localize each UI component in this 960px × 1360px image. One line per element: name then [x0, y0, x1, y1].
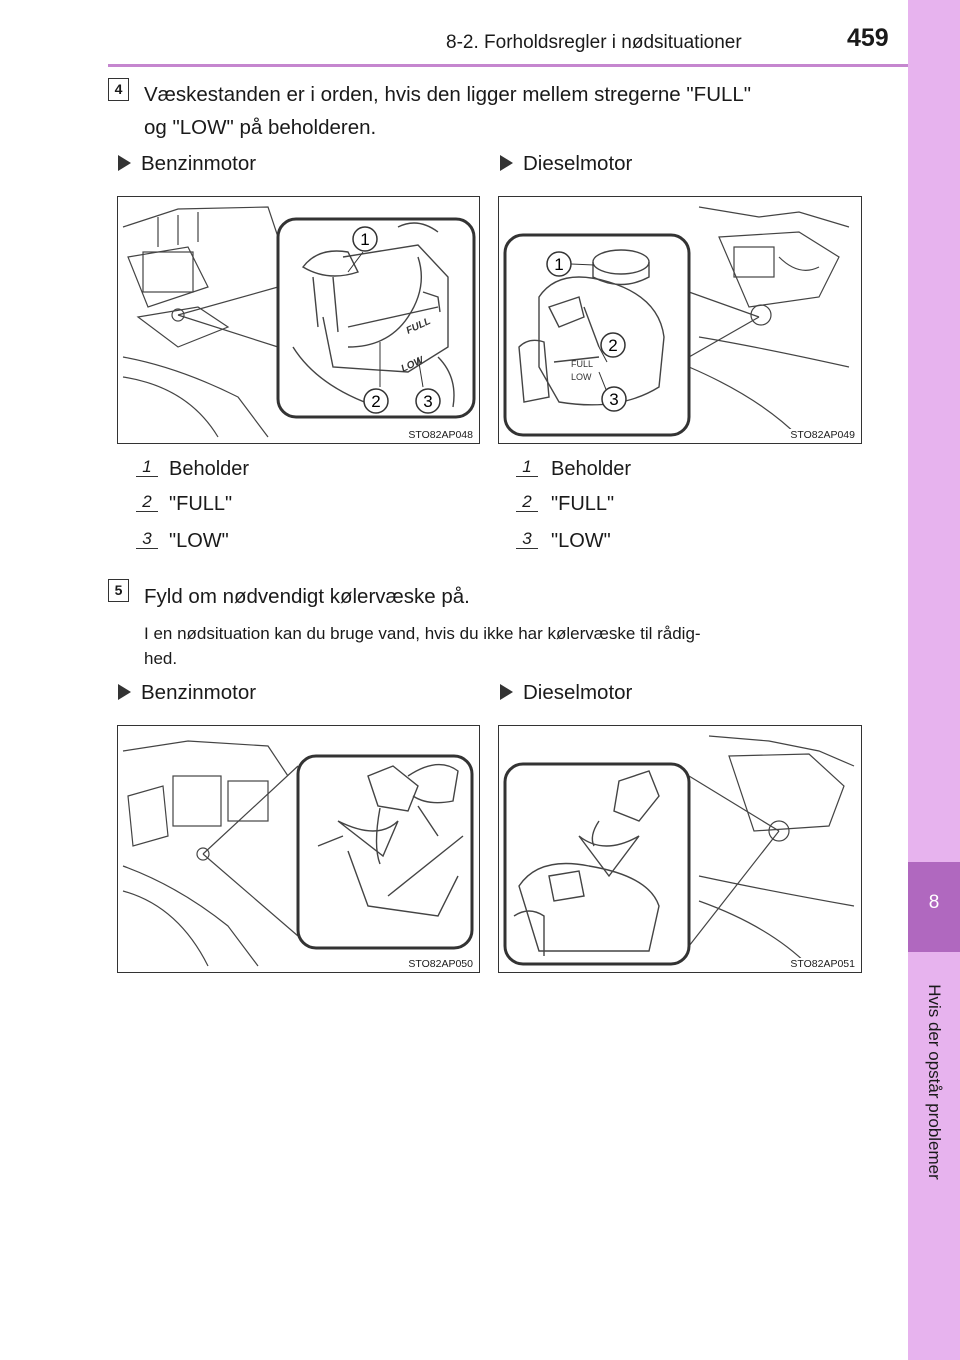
- triangle-bullet-icon: [118, 684, 131, 700]
- petrol-zoom-frame: [278, 219, 474, 417]
- callout-3-label: 3: [609, 390, 619, 409]
- callout-2: [601, 333, 625, 357]
- diesel-engine-heading: [500, 152, 632, 176]
- legend-number: 3: [137, 527, 157, 550]
- header-rule: [108, 64, 908, 67]
- petrol-engine-label: Benzinmotor: [141, 152, 257, 175]
- step-number-badge: 4: [108, 78, 129, 101]
- tank-low-mark: LOW: [571, 372, 592, 382]
- tank-full-mark: FULL: [404, 315, 433, 337]
- legend-label: Beholder: [169, 458, 250, 480]
- engine-bay-drawing: [499, 197, 862, 444]
- callout-2: [364, 389, 388, 413]
- engine-bay-drawing: [499, 726, 862, 973]
- triangle-bullet-icon: [500, 684, 513, 700]
- legend-number: 1: [137, 455, 157, 478]
- callout-2-label: 2: [608, 336, 618, 355]
- callout-1: [547, 252, 571, 276]
- legend-number: 1: [517, 455, 537, 478]
- petrol-coolant-level-illustration: [117, 196, 480, 444]
- petrol-engine-label: Benzinmotor: [141, 681, 257, 704]
- legend-label: "FULL": [169, 493, 233, 515]
- figure-code: STO82AP049: [790, 429, 855, 441]
- diesel-engine-label: Dieselmotor: [523, 152, 633, 175]
- chapter-title: Hvis der opstår problemer: [925, 984, 944, 1180]
- diesel-engine-heading: [500, 681, 632, 705]
- chapter-number: 8: [928, 892, 940, 913]
- triangle-bullet-icon: [118, 155, 131, 171]
- step-text: Fyld om nødvendigt kølervæske på.: [144, 585, 470, 608]
- callout-1-label: 1: [360, 230, 370, 249]
- step-text-line: Væskestanden er i orden, hvis den ligger mellem stregerne "FULL": [144, 83, 752, 106]
- callout-3: [416, 389, 440, 413]
- legend-number: 2: [517, 490, 537, 513]
- legend-label: "FULL": [551, 493, 615, 515]
- step-text: [144, 78, 751, 144]
- engine-bay-drawing: [118, 726, 480, 973]
- engine-bay-drawing: [118, 197, 480, 444]
- callout-1: [353, 227, 377, 251]
- figure-code: STO82AP050: [408, 958, 473, 970]
- step-number-badge: 5: [108, 579, 129, 602]
- diesel-coolant-refill-illustration: [498, 725, 862, 973]
- petrol-engine-heading: [118, 152, 256, 176]
- figure-code: STO82AP048: [408, 429, 473, 441]
- tank-full-mark: FULL: [571, 359, 594, 369]
- figure-code: STO82AP051: [790, 958, 855, 970]
- diesel-engine-label: Dieselmotor: [523, 681, 633, 704]
- tank-low-mark: LOW: [399, 354, 426, 375]
- petrol-engine-heading: [118, 681, 256, 705]
- step-note-line: I en nødsituation kan du bruge vand, hvis du ikke har kølervæske til rådig-: [144, 624, 701, 643]
- callout-3: [602, 387, 626, 411]
- legend-number: 2: [137, 490, 157, 513]
- step-note: [144, 621, 701, 671]
- legend-label: Beholder: [551, 458, 632, 480]
- petrol-coolant-refill-illustration: [117, 725, 480, 973]
- page-number: 459: [847, 24, 889, 52]
- section-title: 8-2. Forholdsregler i nødsituationer: [446, 32, 742, 53]
- legend-label: "LOW": [551, 530, 611, 552]
- callout-3-label: 3: [423, 392, 433, 411]
- triangle-bullet-icon: [500, 155, 513, 171]
- diesel-zoom-frame: [505, 764, 689, 964]
- callout-2-label: 2: [371, 392, 381, 411]
- legend-number: 3: [517, 527, 537, 550]
- diesel-coolant-level-illustration: [498, 196, 862, 444]
- step-note-line: hed.: [144, 649, 178, 668]
- legend-label: "LOW": [169, 530, 229, 552]
- step-text-line: og "LOW" på beholderen.: [144, 116, 377, 139]
- callout-1-label: 1: [554, 255, 564, 274]
